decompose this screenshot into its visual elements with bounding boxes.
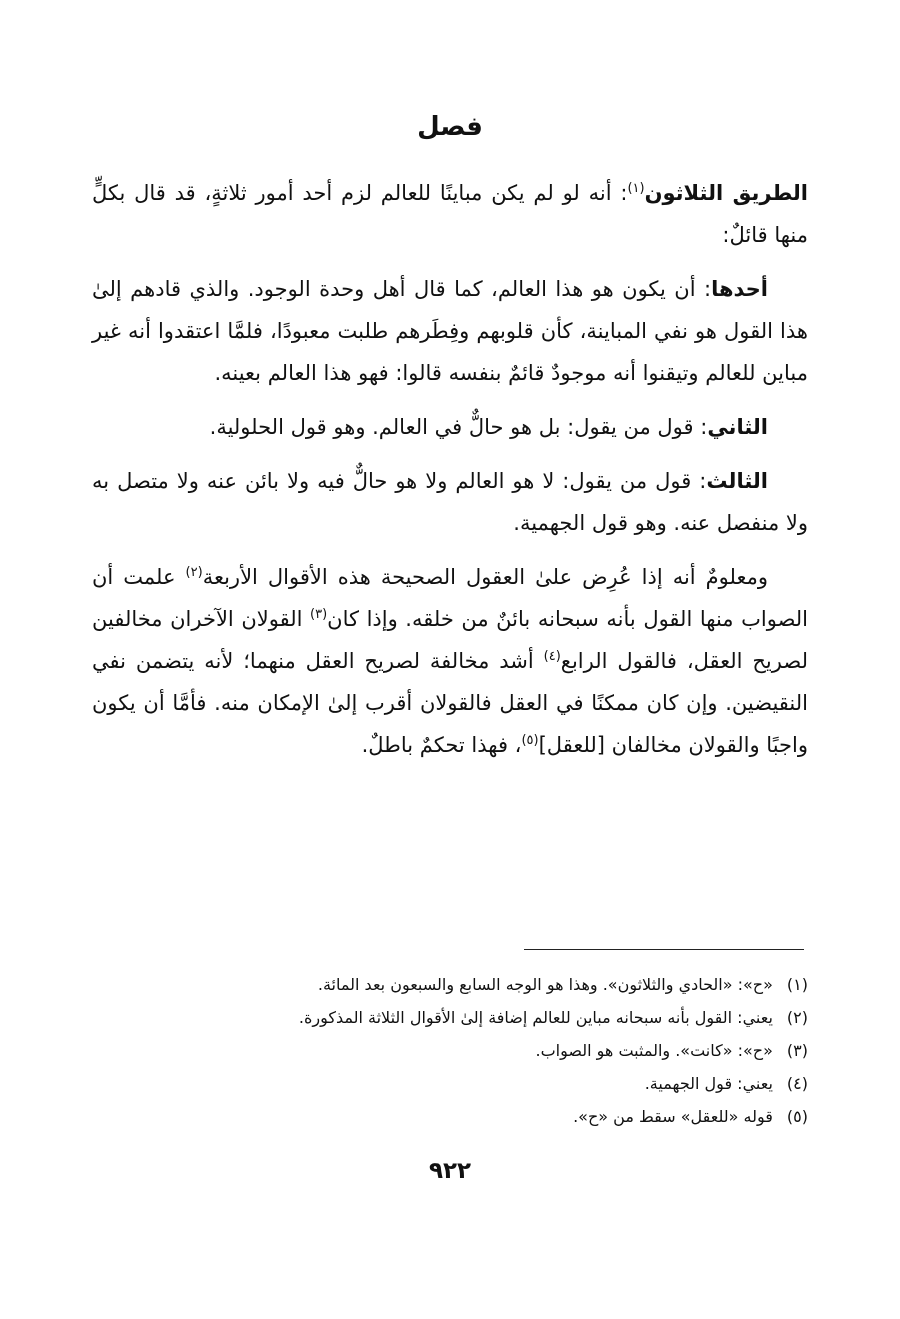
footnote-item [92,1034,808,1067]
paragraph-conclusion [92,556,808,766]
footnote-item [92,1067,808,1100]
footnote-number: (٤) [786,1074,808,1093]
footnote-text: يعني: قول الجهمية. [644,1074,773,1093]
paragraph-text: ، فهذا تحكمٌ باطلٌ. [361,733,522,757]
footnote-number: (٣) [786,1041,808,1060]
footnote-item [92,1100,808,1133]
page-number: ٩٢٢ [428,1158,472,1184]
footnote-ref[interactable]: (٤) [543,649,561,664]
paragraph-text: القولان الآخران مخالفين لصريح العقل، فالقول الرابع [92,607,808,673]
paragraph-lead: الثالث [706,469,768,493]
paragraph-text: : قول من يقول: لا هو العالم ولا هو حالٌّ فيه ولا بائن عنه ولا متصل به ولا منفصل عنه. وهو قول الجهمية. [92,469,808,535]
paragraph-text: : أن يكون هو هذا العالم، كما قال أهل وحدة الوجود. والذي قادهم إلىٰ هذا القول هو نفي المباينة، كأن قلوبهم وفِطَرهم طلبت معبودًا، فلمَّا اعتقدوا أنه غير مباين للعالم وتيقنوا أنه موجودٌ قائمٌ بنفسه قالوا: فهو هذا العالم بعينه. [92,277,808,385]
footnotes [92,968,808,1133]
body-text [92,172,808,778]
section-heading: فصل [417,112,483,142]
footnote-text: «ح»: «كانت». والمثبت هو الصواب. [535,1041,773,1060]
paragraph-lead: أحدها [711,277,768,301]
paragraph-text: : أنه لو لم يكن مباينًا للعالم لزم أحد أمور ثلاثةٍ، قد قال بكلٍّ منها قائلٌ: [92,181,808,247]
footnote-ref[interactable]: (٣) [310,607,328,622]
paragraph-third [92,460,808,544]
paragraph-lead: الطريق الثلاثون [644,181,808,205]
footnote-item [92,1001,808,1034]
footnote-ref[interactable]: (٢) [185,565,203,580]
paragraph-text: أشد مخالفة لصريح العقل منهما؛ لأنه يتضمن نفي النقيضين. وإن كان ممكنًا في العقل فالقولان أقرب إلىٰ الإمكان منه. فأمَّا أن يكون واجبًا والقولان مخالفان [للعقل] [92,649,808,757]
footnote-ref[interactable]: (١) [627,181,645,196]
footnote-text: «ح»: «الحادي والثلاثون». وهذا هو الوجه السابع والسبعون بعد المائة. [317,975,773,994]
paragraph-thirtieth-way [92,172,808,256]
paragraph-text: علمت أن الصواب منها القول بأنه سبحانه بائنٌ من خلقه. وإذا كان [92,565,809,631]
paragraph-text: ومعلومٌ أنه إذا عُرِض علىٰ العقول الصحيحة هذه الأقوال الأربعة [202,565,768,589]
footnote-number: (٢) [786,1008,808,1027]
footnote-text: قوله «للعقل» سقط من «ح». [573,1107,773,1126]
footnote-divider [524,949,804,950]
footnote-number: (٥) [786,1107,808,1126]
paragraph-first [92,268,808,394]
footnote-ref[interactable]: (٥) [521,733,539,748]
paragraph-second [92,406,808,448]
footnote-number: (١) [786,975,808,994]
footnote-item [92,968,808,1001]
paragraph-text: : قول من يقول: بل هو حالٌّ في العالم. وهو قول الحلولية. [209,415,708,439]
footnote-text: يعني: القول بأنه سبحانه مباين للعالم إضافة إلىٰ الأقوال الثلاثة المذكورة. [298,1008,773,1027]
paragraph-lead: الثاني [707,415,768,439]
